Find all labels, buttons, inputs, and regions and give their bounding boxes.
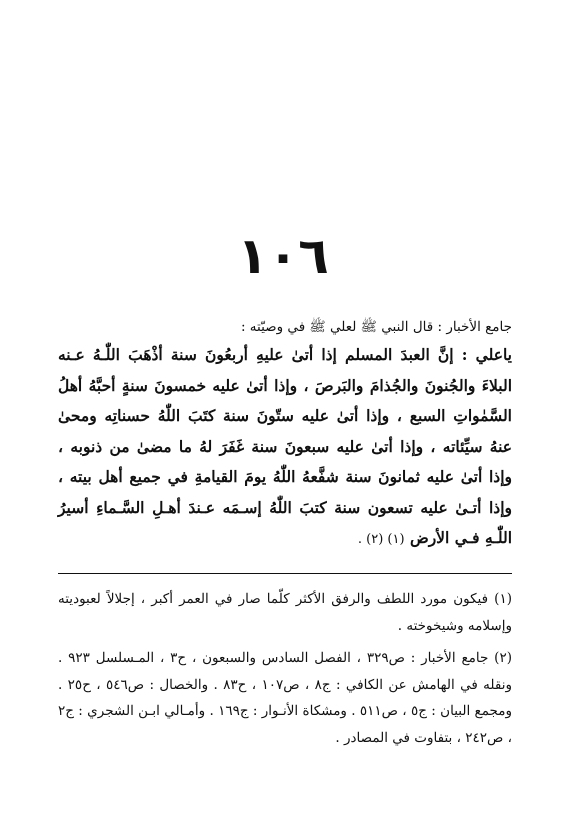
footnotes [58,586,512,757]
hadith-text: ياعلي : إنَّ العبدَ المسلم إذا أتىٰ عليهِ أربعُونَ سنة أذْهَبَ اللّٰـهُ عـنه البلاءَ والجُنونَ والجُذامَ والبَرصَ ، وإذا أتىٰ عليه خمسونَ سنةٍ أحبَّهُ أهلُ السَّمٰواتِ السبع ، وإذا أتىٰ عليه ستّونَ سنة كتَبَ اللّٰهُ حسناتِه ومحىٰ عنهُ سيِّئاته ، وإذا أتىٰ عليه سبعونَ سنة غَفَرَ لهُ ما مضىٰ من ذنوبه ، وإذا أتىٰ عليه ثمانونَ سنة شفَّعهُ اللّٰهُ يومَ القيامةِ في جميع أهل بيته ، وإذا أتـىٰ عليه تسعون سنة كتبَ اللّٰهُ إسـمَه عـندَ أهـلِ السَّـماءِ أسيرُ اللّٰـهِ فـي الأرض [58,345,512,547]
footnote-2: (٢) جامع الأخبار : ص٣٢٩ ، الفصل السادس والسبعون ، ح٣ ، المـسلسل ٩٢٣ . ونقله في الهامش عن الكافي : ج٨ ، ص١٠٧ ، ح٨٣ . والخصال : ص٥٤٦ ، ح٢٥ . ومجمع البيان : ج٥ ، ص٥١١ . ومشكاة الأنـوار : ج١٦٩ . وأمـالي ابـن الشجري : ج٢ ، ص٢٤٢ ، بتفاوت في المصادر . [58,650,512,746]
footnote-separator [58,573,512,574]
hadith-text-block [58,340,512,556]
chapter-number: ١٠٦ [237,227,329,285]
footnote-references: (١) (٢) . [357,532,405,547]
source-line: جامع الأخبار : قال النبي ﷺ لعلي ﷺ في وصيّته : [240,319,512,335]
footnote-1: (١) فيكون مورد اللطف والرفق الأكثر كلّما صار في العمر أكبر ، إجلالاً لعبوديته وإسلامه وشيخوخته . [58,591,512,634]
